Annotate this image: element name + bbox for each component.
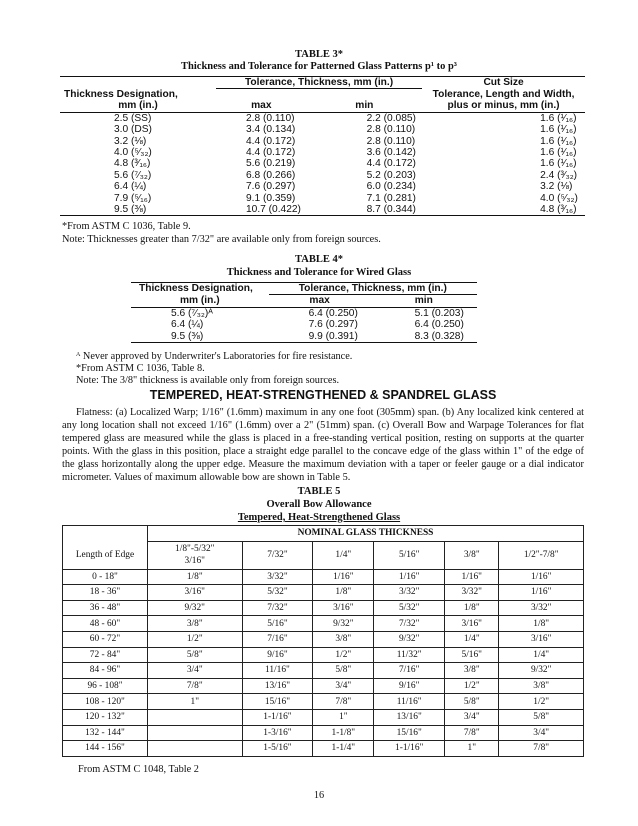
table4-head-designation-units: mm (in.)	[179, 295, 220, 307]
table3-note: Note: Thicknesses greater than 7/32" are available only from foreign sources.	[62, 234, 381, 245]
table4-source: *From ASTM C 1036, Table 8.	[76, 363, 205, 374]
table5-corner	[63, 526, 148, 542]
table5-edge-cell: 0 - 18"	[63, 569, 148, 585]
table3-cell: 7.6 (0.297)	[246, 181, 296, 193]
table5-cell: 3/16"	[313, 600, 374, 616]
table4-cell: 5.6 (⁷⁄₃₂)ᴬ	[171, 307, 213, 319]
table3-cell: 8.7 (0.344)	[366, 203, 416, 215]
table5-col-header: 1/2"-7/8"	[499, 541, 584, 569]
table5-row	[63, 678, 584, 694]
table5-cell: 1/2"	[313, 647, 374, 663]
table5-cell: 5/8"	[499, 709, 584, 725]
table3-cell: 5.6 (0.219)	[246, 158, 296, 170]
table5-cell: 7/8"	[445, 725, 499, 741]
table5-source: From ASTM C 1048, Table 2	[78, 764, 199, 775]
table3-cell: 9.1 (0.359)	[246, 192, 296, 204]
table5-cell: 1"	[148, 694, 243, 710]
table5-cell: 13/16"	[374, 709, 445, 725]
table3-head-tolerance: Tolerance, Thickness, mm (in.)	[216, 77, 422, 89]
table5-row	[63, 741, 584, 757]
table5-cell: 3/4"	[499, 725, 584, 741]
table5-cell: 5/8"	[313, 663, 374, 679]
table5-cell: 1/8"	[148, 569, 243, 585]
table5-cell: 1/4"	[499, 647, 584, 663]
table5-cell: 1-1/4"	[313, 741, 374, 757]
table5-cell: 3/4"	[445, 709, 499, 725]
page-number: 16	[313, 790, 325, 801]
table3-head-cut: Cut Size	[483, 77, 524, 89]
table5-edge-cell: 120 - 132"	[63, 709, 148, 725]
table5-col-header: 3/8"	[445, 541, 499, 569]
table5-cell: 7/32"	[374, 616, 445, 632]
table5-cell: 1-5/16"	[242, 741, 313, 757]
table5-cell: 7/16"	[374, 663, 445, 679]
table3-row	[60, 158, 585, 169]
table5-cell: 1-1/8"	[313, 725, 374, 741]
table3-source: *From ASTM C 1036, Table 9.	[62, 221, 191, 232]
table5-col-header: 1/4"	[313, 541, 374, 569]
table5-cell: 9/16"	[242, 647, 313, 663]
table5-row	[63, 694, 584, 710]
table3-head-designation: Thickness Designation,	[64, 88, 178, 100]
table5-cell: 7/8"	[499, 741, 584, 757]
table3-row	[60, 147, 585, 158]
table5-cell: 1/2"	[445, 678, 499, 694]
table3-row	[60, 193, 585, 204]
table5-cell: 3/8"	[148, 616, 243, 632]
table3	[60, 76, 585, 216]
table5-edge-header: Length of Edge	[63, 541, 148, 569]
table5-cell: 3/8"	[445, 663, 499, 679]
table5-cell: 7/8"	[148, 678, 243, 694]
table5-cell: 1/16"	[499, 569, 584, 585]
section-paragraph: Flatness: (a) Localized Warp; 1/16" (1.6mm) maximum in any one foot (305mm) span. (b) Any localized kink centered at any long location shall not exceed 1/16" (1.6mm) over a 2" (51mm) span. (c) Overall Bow and Warpage Tolerances for flat tempered glass are measured while the glass is placed in a free-standing vertical position, resting on supports at the quarter points. With the glass in this position, place a straight edge parallel to the concave edge of the glass within 1" of the edge of the glass horizontally along the upper edge. Measure the maximum deviation with a taper or feeler gauge or a dial indicator micrometer. Values of maximum allowable bow are shown in Table 5.	[62, 407, 584, 483]
table5-cell: 3/32"	[374, 585, 445, 601]
table5-cell: 5/8"	[445, 694, 499, 710]
table3-cell: 9.5 (⅜)	[114, 203, 147, 215]
table5-cell: 9/32"	[499, 663, 584, 679]
table5-cell: 15/16"	[374, 725, 445, 741]
table5-cell: 1-3/16"	[242, 725, 313, 741]
table3-cell: 10.7 (0.422)	[246, 203, 301, 215]
table5-cell: 1/4"	[445, 631, 499, 647]
table5-row	[63, 647, 584, 663]
table5-cell	[148, 741, 243, 757]
table4-subtitle: Thickness and Tolerance for Wired Glass	[226, 267, 412, 278]
table5-cell: 1/8"	[313, 585, 374, 601]
table5-col-header: 5/16"	[374, 541, 445, 569]
table3-cell: 2.8 (0.110)	[246, 112, 295, 124]
table5-cell: 11/32"	[374, 647, 445, 663]
table5-edge-cell: 108 - 120"	[63, 694, 148, 710]
table5-cell: 1/16"	[313, 569, 374, 585]
table5-cell: 5/16"	[445, 647, 499, 663]
table4-cell: 9.9 (0.391)	[308, 330, 358, 342]
table5-cell: 1-1/16"	[374, 741, 445, 757]
table3-head-max: max	[251, 100, 272, 112]
table3-subtitle: Thickness and Tolerance for Patterned Glass Patterns p¹ to p³	[181, 61, 457, 72]
table5-cell: 11/16"	[242, 663, 313, 679]
table5-cell: 5/32"	[374, 600, 445, 616]
table4-head-tolerance: Tolerance, Thickness, mm (in.)	[269, 283, 477, 295]
table5-cell: 3/16"	[499, 631, 584, 647]
table5-cell: 5/8"	[148, 647, 243, 663]
table3-cell: 3.2 (⅛)	[114, 135, 147, 147]
table5-cell: 1/2"	[499, 694, 584, 710]
table3-cell: 1.6 (¹⁄₁₆)	[540, 158, 577, 170]
table3-cell: 7.9 (⁵⁄₁₆)	[114, 192, 152, 204]
table5-title: TABLE 5	[297, 486, 341, 497]
table5-cell: 3/8"	[499, 678, 584, 694]
table3-cell: 3.6 (0.142)	[366, 146, 416, 158]
table5-cell: 1-1/16"	[242, 709, 313, 725]
table5-cell: 3/32"	[445, 585, 499, 601]
table3-cell: 4.8 (³⁄₁₆)	[114, 158, 151, 170]
table3-cell: 4.0 (⁵⁄₃₂)	[540, 192, 578, 204]
table5-cell: 1/8"	[445, 600, 499, 616]
table4-cell: 6.4 (¼)	[171, 319, 204, 331]
table4-note: Note: The 3/8" thickness is available only from foreign sources.	[76, 375, 340, 386]
table4-head-designation: Thickness Designation,	[139, 283, 253, 295]
table5-cell: 3/16"	[148, 585, 243, 601]
table4-head-min: min	[414, 295, 433, 307]
table3-head-cut-2: Tolerance, Length and Width,	[432, 88, 575, 100]
table3-cell: 4.4 (0.172)	[246, 135, 296, 147]
table3-row	[60, 181, 585, 192]
table3-cell: 3.4 (0.134)	[246, 124, 296, 136]
table5-subtitle2: Tempered, Heat-Strengthened Glass	[237, 512, 401, 523]
table5-cell: 1"	[445, 741, 499, 757]
table4-cell: 6.4 (0.250)	[308, 307, 358, 319]
table5-col-header: 7/32"	[242, 541, 313, 569]
table4-title: TABLE 4*	[295, 254, 343, 265]
table3-cell: 4.4 (0.172)	[246, 146, 296, 158]
table5-cell: 1/16"	[499, 585, 584, 601]
table5-edge-cell: 36 - 48"	[63, 600, 148, 616]
table5-cell: 3/32"	[242, 569, 313, 585]
table5-edge-cell: 60 - 72"	[63, 631, 148, 647]
table5-cell: 9/32"	[148, 600, 243, 616]
table3-cell: 1.6 (¹⁄₁₆)	[540, 135, 577, 147]
table5-row	[63, 725, 584, 741]
table5-cell: 7/32"	[242, 600, 313, 616]
table5-cell: 1"	[313, 709, 374, 725]
table4-row	[131, 319, 477, 330]
table3-cell: 7.1 (0.281)	[366, 192, 416, 204]
table3-head-cut-3: plus or minus, mm (in.)	[447, 100, 560, 112]
table5-row	[63, 631, 584, 647]
table3-row	[60, 112, 585, 124]
table3-head-min: min	[355, 100, 374, 112]
table3-cell: 6.4 (¼)	[114, 181, 147, 193]
table5-cell: 1/16"	[374, 569, 445, 585]
table5-cell	[148, 725, 243, 741]
table3-cell: 2.2 (0.085)	[366, 112, 416, 124]
table5-edge-cell: 72 - 84"	[63, 647, 148, 663]
table5-edge-cell: 48 - 60"	[63, 616, 148, 632]
table5-cell: 3/32"	[499, 600, 584, 616]
table5-row	[63, 600, 584, 616]
table3-cell: 2.5 (SS)	[114, 112, 152, 124]
table3-cell: 1.6 (¹⁄₁₆)	[540, 112, 577, 124]
table5-row	[63, 585, 584, 601]
table5-cell: 11/16"	[374, 694, 445, 710]
table5-subtitle: Overall Bow Allowance	[266, 499, 372, 510]
table5-cell: 3/8"	[313, 631, 374, 647]
table5-cell: 1/8"	[499, 616, 584, 632]
table5-cell: 9/16"	[374, 678, 445, 694]
table5-row	[63, 663, 584, 679]
table3-cell: 3.2 (⅛)	[540, 181, 573, 193]
table3-cell: 1.6 (¹⁄₁₆)	[540, 146, 577, 158]
table4-cell: 8.3 (0.328)	[414, 330, 464, 342]
table5-cell: 3/4"	[148, 663, 243, 679]
table5-cell: 7/8"	[313, 694, 374, 710]
table3-head-designation-units: mm (in.)	[118, 100, 158, 112]
table5-row	[63, 709, 584, 725]
table5-edge-cell: 96 - 108"	[63, 678, 148, 694]
table4-cell: 5.1 (0.203)	[414, 307, 464, 319]
table5-row	[63, 569, 584, 585]
table5-cell: 13/16"	[242, 678, 313, 694]
table3-row	[60, 124, 585, 135]
table5	[62, 525, 584, 757]
table3-cell: 3.0 (DS)	[114, 124, 152, 136]
table3-cell: 4.8 (³⁄₁₆)	[540, 203, 577, 215]
table3-cell: 5.6 (⁷⁄₃₂)	[114, 169, 152, 181]
table3-row	[60, 136, 585, 147]
table3-row	[60, 204, 585, 216]
table5-cell: 7/16"	[242, 631, 313, 647]
table5-cell: 3/4"	[313, 678, 374, 694]
table3-cell: 4.4 (0.172)	[366, 158, 416, 170]
table5-cell: 9/32"	[374, 631, 445, 647]
table5-cell: 1/2"	[148, 631, 243, 647]
table3-cell: 5.2 (0.203)	[366, 169, 416, 181]
table5-edge-cell: 84 - 96"	[63, 663, 148, 679]
table5-col-header: 1/8"-5/32" 3/16"	[148, 541, 243, 569]
table5-edge-cell: 144 - 156"	[63, 741, 148, 757]
table4-head-max: max	[309, 295, 330, 307]
table5-edge-cell: 132 - 144"	[63, 725, 148, 741]
table3-title: TABLE 3*	[295, 49, 343, 60]
table3-row	[60, 170, 585, 181]
table5-cell: 15/16"	[242, 694, 313, 710]
table5-edge-cell: 18 - 36"	[63, 585, 148, 601]
table3-cell: 6.0 (0.234)	[366, 181, 416, 193]
table4-cell: 9.5 (⅜)	[171, 330, 204, 342]
table4	[131, 282, 477, 343]
table3-cell: 2.8 (0.110)	[366, 124, 416, 136]
table4-footnote: ᴬ Never approved by Underwriter's Laboratories for fire resistance.	[76, 351, 353, 362]
table5-cell: 5/32"	[242, 585, 313, 601]
table3-cell: 1.6 (¹⁄₁₆)	[540, 124, 577, 136]
table5-cell	[148, 709, 243, 725]
table5-cell: 9/32"	[313, 616, 374, 632]
table4-row	[131, 307, 477, 319]
table5-cell: 1/16"	[445, 569, 499, 585]
table3-cell: 2.4 (³⁄₃₂)	[540, 169, 578, 181]
table3-cell: 4.0 (⁵⁄₃₂)	[114, 146, 152, 158]
table3-cell: 6.8 (0.266)	[246, 169, 296, 181]
table3-cell: 2.8 (0.110)	[366, 135, 416, 147]
table5-row	[63, 616, 584, 632]
table4-cell: 7.6 (0.297)	[308, 319, 358, 331]
table4-row	[131, 331, 477, 343]
table4-cell: 6.4 (0.250)	[414, 319, 464, 331]
table5-cell: 5/16"	[242, 616, 313, 632]
section-title: TEMPERED, HEAT-STRENGTHENED & SPANDREL GLASS	[149, 388, 497, 402]
table5-group-header: NOMINAL GLASS THICKNESS	[148, 526, 584, 542]
table5-cell: 3/16"	[445, 616, 499, 632]
